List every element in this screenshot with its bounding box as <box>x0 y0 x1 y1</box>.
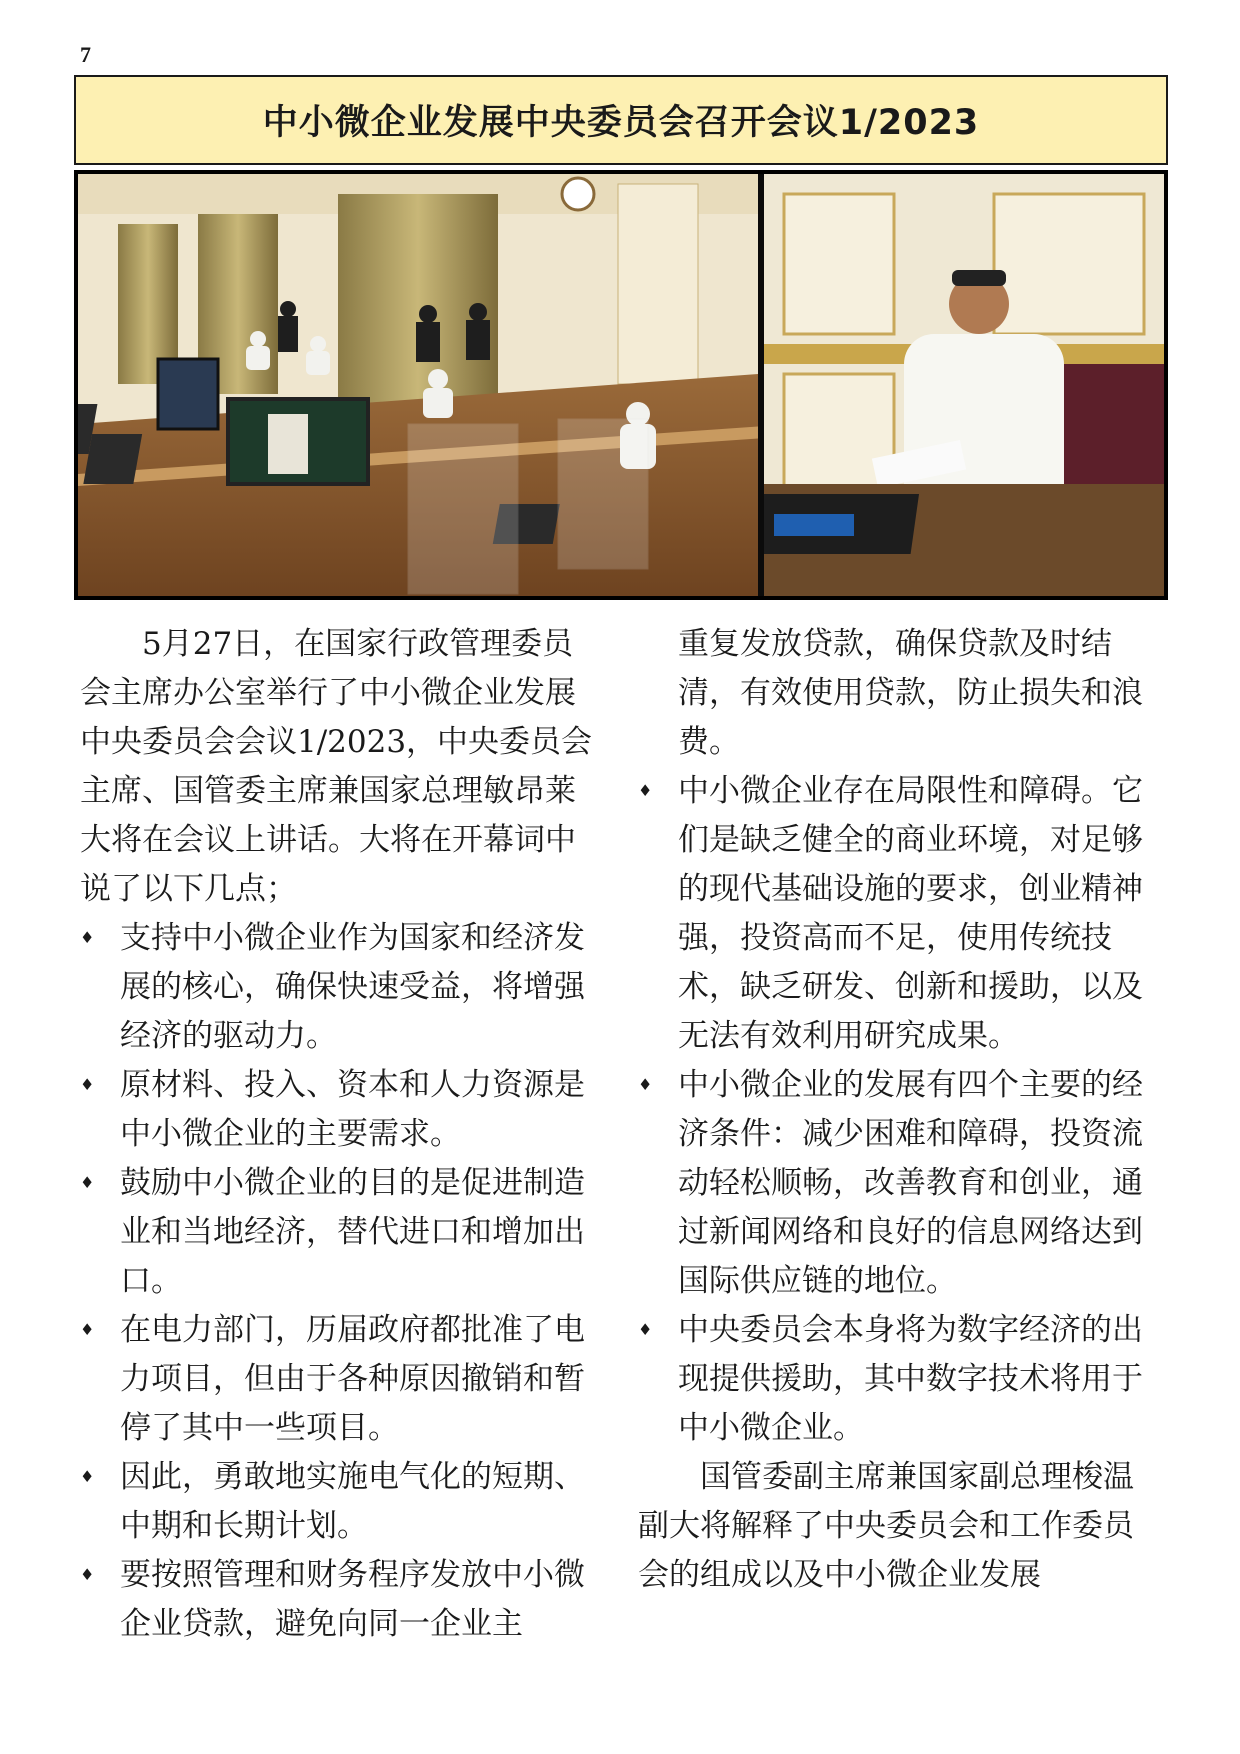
meeting-hall-photo <box>78 174 758 596</box>
meeting-hall-illustration <box>78 174 758 596</box>
bullet-item <box>80 914 600 1061</box>
diamond-bullet-icon: ♦ <box>80 1075 95 1094</box>
right-column <box>638 620 1158 1600</box>
bullet-text: 中央委员会本身将为数字经济的出现提供援助，其中数字技术将用于中小微企业。 <box>678 1312 1143 1446</box>
bullet-item <box>638 1061 1158 1306</box>
article-title: 中小微企业发展中央委员会召开会议1/2023 <box>262 103 980 143</box>
bullet-item <box>638 767 1158 1061</box>
diamond-bullet-icon: ♦ <box>80 1467 95 1486</box>
bullet-text: 因此，勇敢地实施电气化的短期、中期和长期计划。 <box>120 1459 585 1544</box>
title-banner <box>74 75 1168 165</box>
diamond-bullet-icon: ♦ <box>638 1320 653 1339</box>
page-number: 7 <box>80 42 91 67</box>
bullet-item <box>80 1551 600 1649</box>
intro-paragraph: 5月27日，在国家行政管理委员会主席办公室举行了中小微企业发展中央委员会会议1/2023，中央委员会主席、国管委主席兼国家总理敏昂莱大将在会议上讲话。大将在开幕词中说了以下几点； <box>80 626 593 907</box>
bullet-text: 鼓励中小微企业的目的是促进制造业和当地经济，替代进口和增加出口。 <box>120 1165 585 1299</box>
photo-frame <box>74 170 1168 600</box>
bullet-text: 原材料、投入、资本和人力资源是中小微企业的主要需求。 <box>120 1067 585 1152</box>
bullet-text: 要按照管理和财务程序发放中小微企业贷款，避免向同一企业主 <box>120 1557 585 1642</box>
bullet-item <box>80 1159 600 1306</box>
diamond-bullet-icon: ♦ <box>80 1320 95 1339</box>
diamond-bullet-icon: ♦ <box>80 928 95 947</box>
bullet-item <box>80 1306 600 1453</box>
bullet-item <box>80 1453 600 1551</box>
diamond-bullet-icon: ♦ <box>80 1565 95 1584</box>
closing-paragraph: 国管委副主席兼国家副总理梭温副大将解释了中央委员会和工作委员会的组成以及中小微企业发展 <box>638 1459 1134 1593</box>
speaker-illustration <box>764 174 1164 596</box>
speaker-photo <box>764 174 1164 596</box>
left-column <box>80 620 600 1649</box>
bullet-text: 中小微企业的发展有四个主要的经济条件：减少困难和障碍，投资流动轻松顺畅，改善教育和创业，通过新闻网络和良好的信息网络达到国际供应链的地位。 <box>678 1067 1143 1299</box>
bullet-item <box>80 1061 600 1159</box>
bullet-text: 在电力部门，历届政府都批准了电力项目，但由于各种原因撤销和暂停了其中一些项目。 <box>120 1312 585 1446</box>
bullet-text: 中小微企业存在局限性和障碍。它们是缺乏健全的商业环境，对足够的现代基础设施的要求，创业精神强，投资高而不足，使用传统技术，缺乏研发、创新和援助，以及无法有效利用研究成果。 <box>678 773 1143 1054</box>
diamond-bullet-icon: ♦ <box>638 1075 653 1094</box>
diamond-bullet-icon: ♦ <box>80 1173 95 1192</box>
bullet-text: 支持中小微企业作为国家和经济发展的核心，确保快速受益，将增强经济的驱动力。 <box>120 920 585 1054</box>
diamond-bullet-icon: ♦ <box>638 781 653 800</box>
bullet-item <box>638 1306 1158 1453</box>
continuation-text: 重复发放贷款，确保贷款及时结清，有效使用贷款，防止损失和浪费。 <box>678 626 1143 760</box>
